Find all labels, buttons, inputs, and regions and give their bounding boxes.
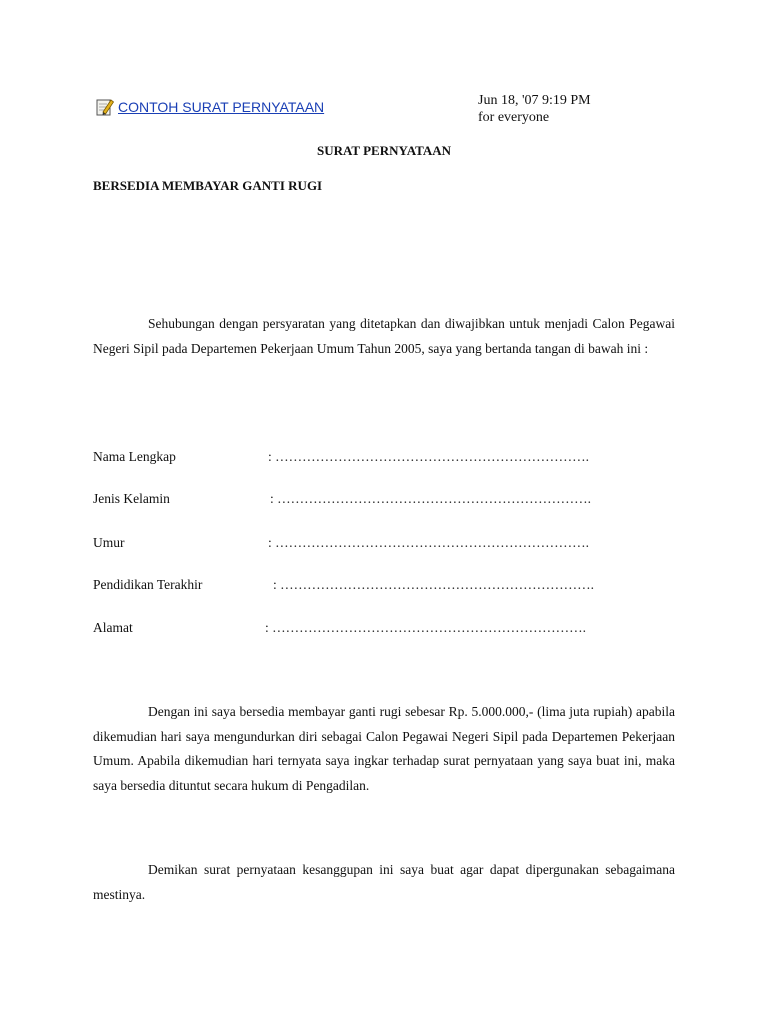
closing-paragraph	[93, 858, 675, 907]
field-label-age: Umur	[93, 535, 125, 550]
field-label-gender: Jenis Kelamin	[93, 491, 170, 506]
note-pencil-icon	[95, 97, 115, 117]
post-visibility: for everyone	[478, 110, 550, 125]
field-value-name: : …………………………………………………………….	[268, 449, 590, 464]
post-date: Jun 18, '07 9:19 PM	[478, 93, 591, 108]
field-value-address: : …………………………………………………………….	[265, 620, 587, 635]
body-paragraph	[93, 700, 675, 798]
post-title-link[interactable]: CONTOH SURAT PERNYATAAN	[118, 99, 325, 115]
letter-subtitle: BERSEDIA MEMBAYAR GANTI RUGI	[93, 178, 323, 193]
closing-text: Demikan surat pernyataan kesanggupan ini saya buat agar dapat dipergunakan sebagaimana mestinya.	[93, 862, 675, 902]
field-label-education: Pendidikan Terakhir	[93, 577, 203, 592]
field-value-gender: : …………………………………………………………….	[270, 491, 592, 506]
field-label-address: Alamat	[93, 620, 133, 635]
field-value-age: : …………………………………………………………….	[268, 535, 590, 550]
intro-paragraph	[93, 312, 675, 361]
letter-title: SURAT PERNYATAAN	[317, 143, 451, 158]
field-label-name: Nama Lengkap	[93, 449, 176, 464]
body-text: Dengan ini saya bersedia membayar ganti rugi sebesar Rp. 5.000.000,- (lima juta rupiah) apabila dikemudian hari saya mengundurkan diri sebagai Calon Pegawai Negeri Sipil pada Departemen Pekerjaan Umum. Apabila dikemudian hari ternyata saya ingkar terhadap surat pernyataan yang saya buat ini, maka saya bersedia dituntut secara hukum di Pengadilan.	[93, 704, 675, 793]
post-header	[95, 97, 324, 117]
field-value-education: : …………………………………………………………….	[273, 577, 595, 592]
intro-text: Sehubungan dengan persyaratan yang ditetapkan dan diwajibkan untuk menjadi Calon Pegawai Negeri Sipil pada Departemen Pekerjaan Umum Tahun 2005, saya yang bertanda tangan di bawah ini :	[93, 316, 675, 356]
post-meta	[478, 92, 591, 126]
